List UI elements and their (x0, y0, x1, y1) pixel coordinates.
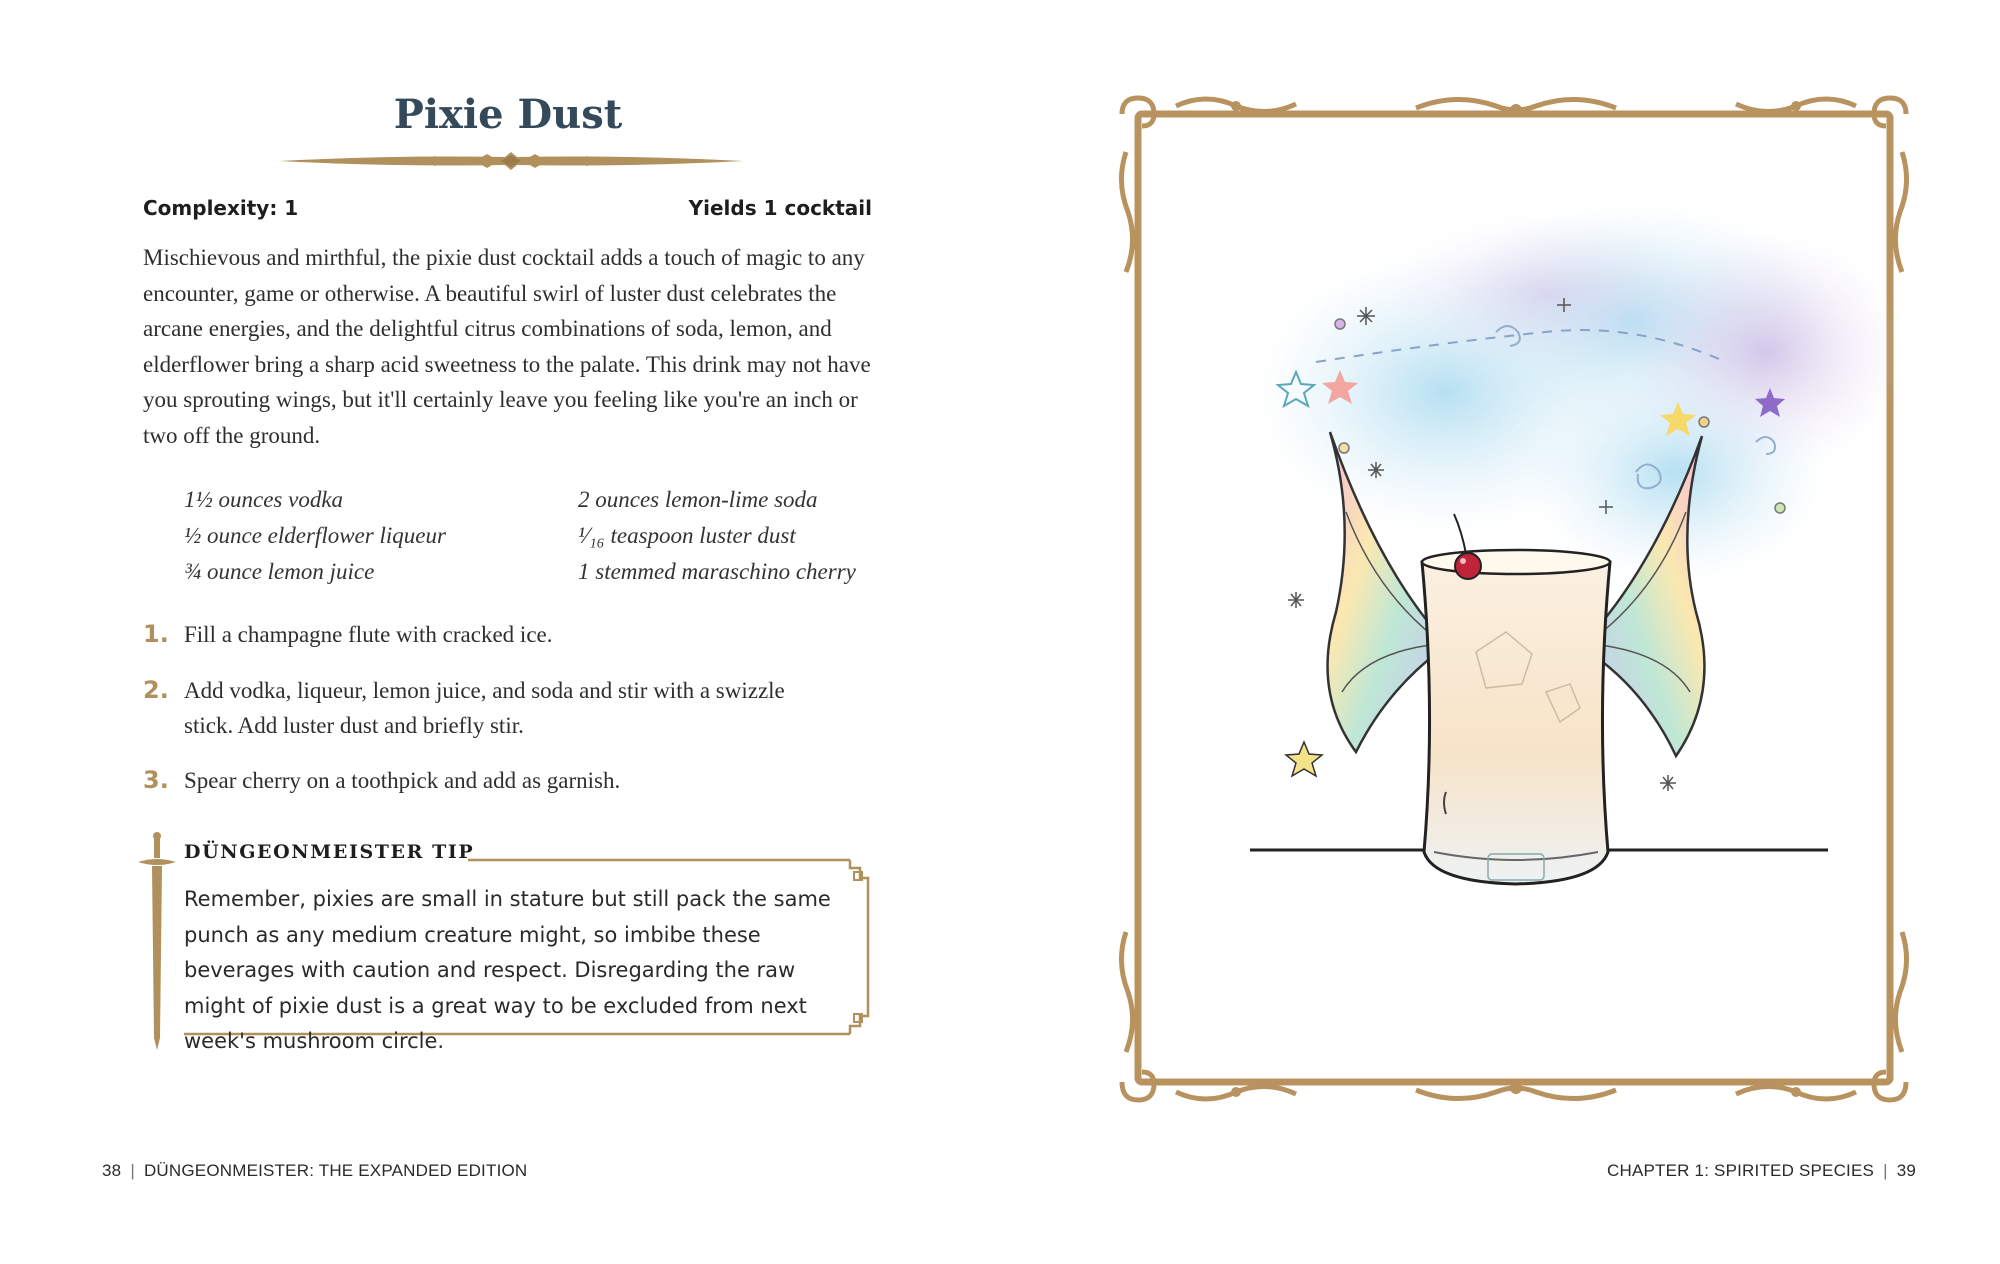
footer-left (102, 1161, 527, 1181)
tip-body: Remember, pixies are small in stature but still pack the same punch as any medium creature might, so imbibe these beverages with caution and respect. Disregarding the raw might of pixie dust is a great way to be excluded from next week's mushroom circle. (184, 887, 831, 1053)
cocktail-glass-icon (1422, 514, 1610, 884)
recipe-step (143, 763, 878, 798)
recipe-step (143, 617, 878, 652)
ingredient-item: ½ ounce elderflower liqueur (184, 523, 446, 548)
footer-separator: | (1883, 1161, 1888, 1180)
step-number: 3. (143, 766, 169, 794)
ingredient-item: 1½ ounces vodka (184, 487, 344, 512)
step-text: Spear cherry on a toothpick and add as garnish. (184, 768, 621, 793)
ingredients-column-left (184, 482, 446, 590)
step-number: 2. (143, 676, 169, 704)
tip-heading: DÜNGEONMEISTER TIP (184, 841, 475, 863)
step-text: Fill a champagne flute with cracked ice. (184, 622, 553, 647)
page-number-left: 38 (102, 1161, 122, 1180)
step-number: 1. (143, 620, 169, 648)
ingredient-item: 1 stemmed maraschino cherry (578, 559, 856, 584)
page-number-right: 39 (1896, 1161, 1916, 1180)
complexity-label: Complexity: 1 (143, 196, 299, 220)
footer-separator: | (130, 1161, 135, 1180)
illustration-frame (1116, 92, 1916, 1108)
step-text: Add vodka, liqueur, lemon juice, and soda and stir with a swizzle stick. Add luster dust and briefly stir. (184, 678, 785, 738)
recipe-intro: Mischievous and mirthful, the pixie dust cocktail adds a touch of magic to any encounter, game or otherwise. A beautiful swirl of luster dust celebrates the arcane energies, and the delightful citrus combinations of soda, lemon, and elderflower bring a sharp acid sweetness to the palate. This drink may not have you sprouting wings, but it'll certainly leave you feeling like you're an inch or two off the ground. (143, 245, 871, 448)
footer-right (1607, 1161, 1916, 1181)
recipe-title: Pixie Dust (393, 91, 623, 138)
title-flourish-ornament (275, 148, 747, 174)
sword-icon (138, 832, 176, 1050)
ingredient-item: ¹⁄₁₆ teaspoon luster dust (578, 523, 796, 548)
book-title: DÜNGEONMEISTER: THE EXPANDED EDITION (143, 1161, 528, 1180)
ingredient-item: 2 ounces lemon-lime soda (578, 487, 818, 512)
yields-label: Yields 1 cocktail (688, 196, 872, 220)
ingredients-column-right (578, 482, 856, 590)
chapter-title: CHAPTER 1: SPIRITED SPECIES (1606, 1161, 1875, 1180)
ingredient-item: ¾ ounce lemon juice (184, 559, 375, 584)
recipe-step (143, 673, 878, 743)
